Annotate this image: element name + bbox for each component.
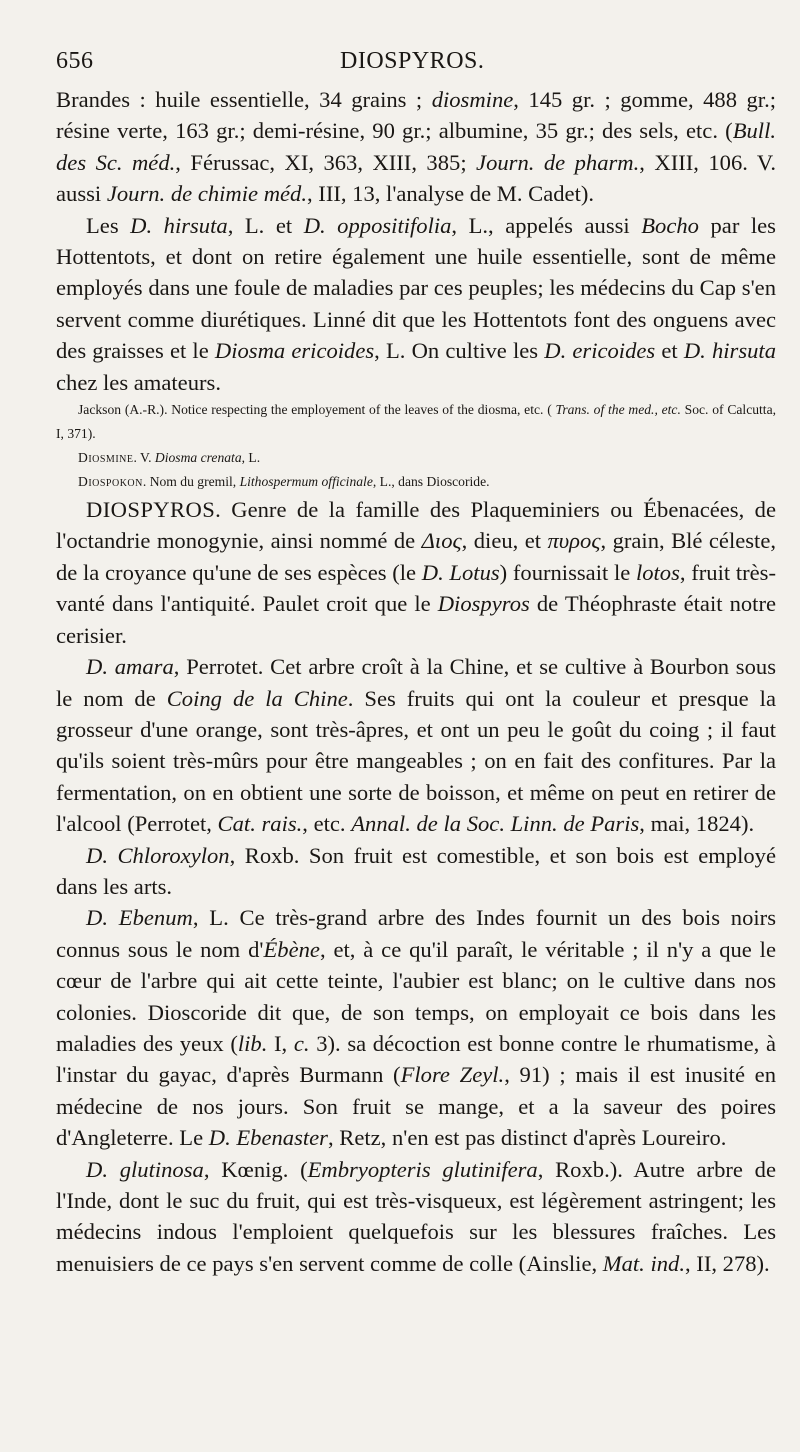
text-run: Brandes : huile essentielle, 34 grains ; — [56, 87, 432, 112]
text-run: . Nom du gremil, — [142, 474, 240, 490]
text-run: , 145 gr. ; gomme, 488 gr.; résine verte, 163 gr.; demi-résine, 90 gr.; albumine, 35 gr.; des sels, etc. ( — [56, 87, 776, 144]
text-run: par les Hottentots, et dont on retire également une huile essentielle, sont de même employés dans une foule de maladies par ces peuples; les médecins du Cap s'en servent comme diurétiques. Linné dit que les Hottentots font des onguens avec des graisses et le — [56, 212, 776, 364]
italic-run: D. ericoides — [544, 338, 656, 364]
text-run: , et, à ce qu'il paraît, le véritable ; il n'y a que le cœur de l'arbre qui ait cette teinte, l'aubier est blanc; on le cultive dans nos colonies. Dioscoride dit que, de son temps, on employait ce bois dans les maladies des yeux ( — [56, 936, 776, 1056]
italic-run: D. hirsuta — [683, 338, 776, 364]
italic-run: Diosma ericoides — [214, 338, 375, 364]
italic-run: D. Chloroxylon — [86, 842, 230, 868]
text-run: . Ses fruits qui ont la couleur et presque la grosseur d'une orange, sont très-âpres, et ont un peu le goût du coing ; il faut qu'ils soient très-mûrs pour être mangeables ; on en fait des confitures. Par la fermentation, on en obtient une sorte de boisson, et même on peut en retirer de l'alcool (Perrotet, — [56, 685, 776, 837]
text-run: , Roxb. Son fruit est comestible, et son bois est employé dans les arts. — [56, 842, 776, 899]
text-run: , Roxb.). Autre arbre de l'Inde, dont le suc du fruit, qui est très-visqueux, est légèrement astringent; les médecins indous l'emploient quelquefois sur les blessures fraîches. Les menuisiers de ce pays s'en servent comme de colle (Ainslie, — [56, 1156, 776, 1276]
italic-run: Mat. ind. — [602, 1250, 685, 1276]
italic-run: Annal. de la Soc. Linn. de Paris — [351, 811, 640, 837]
text-run: , grain, Blé céleste, de la croyance qu'une de ses espèces (le — [56, 528, 776, 585]
italic-run: Diospyros — [437, 591, 530, 617]
italic-run: diosmine — [431, 87, 514, 112]
italic-run: Journ. de chimie méd. — [106, 181, 307, 207]
paragraph-brandes — [56, 84, 776, 210]
text-run: et — [655, 338, 684, 364]
text-run: ) fournissait le — [499, 559, 636, 585]
note-diosmine — [56, 446, 776, 470]
text-run: I, — [267, 1030, 294, 1056]
text-run: , III, 13, l'analyse de M. Cadet). — [307, 181, 595, 207]
italic-run: D. Lotus — [421, 559, 500, 585]
page-number: 656 — [56, 48, 94, 74]
main-text — [56, 84, 776, 1279]
italic-run: Bocho — [641, 212, 699, 238]
text-run: . Genre de la famille des Plaqueminiers ou Ébenacées, de l'octandrie monogynie, ainsi nommé de — [56, 497, 776, 554]
italic-run: Ébène — [263, 936, 320, 962]
text-run: , L., dans Dioscoride. — [372, 474, 490, 490]
text-run: , II, 278). — [685, 1250, 770, 1276]
entry-heading: DIOSPYROS — [86, 497, 216, 523]
text-run: , Férussac, XI, 363, XIII, 385; — [175, 149, 477, 175]
text-run: Jackson (A.-R.). Notice respecting the employement of the leaves of the diosma, etc. ( — [78, 402, 556, 418]
text-run: , Kœnig. ( — [203, 1156, 308, 1182]
italic-run: Coing de la Chine — [166, 685, 348, 711]
page-header — [56, 44, 776, 84]
italic-run: Diosma crenata — [154, 450, 242, 466]
entry-diospyros — [56, 494, 776, 651]
text-run: , mai, 1824). — [639, 811, 755, 837]
italic-run: Bull. des Sc. méd. — [56, 118, 776, 175]
italic-run: Journ. de pharm. — [476, 149, 640, 175]
italic-run: D. hirsuta — [130, 212, 228, 238]
italic-run: c. — [293, 1030, 310, 1056]
notes-block — [56, 398, 776, 494]
text-run: Soc. of Calcutta, I, 371). — [56, 402, 777, 442]
italic-run: Flore Zeyl. — [400, 1062, 505, 1088]
note-jackson — [56, 398, 776, 446]
text-run: Les — [86, 212, 131, 238]
italic-run: D. Ebenum — [86, 905, 193, 931]
text-run: , L. et — [227, 212, 304, 238]
text-run: , L., appelés aussi — [451, 212, 642, 238]
italic-run: Trans. of the med., etc. — [555, 402, 681, 418]
paragraph-ebenum — [56, 902, 776, 1153]
italic-run: lotos — [635, 559, 680, 585]
italic-run: lib. — [237, 1030, 268, 1056]
entry-term: Diosmine — [78, 450, 134, 466]
text-run: , L. — [241, 450, 261, 466]
running-title: DIOSPYROS. — [340, 48, 485, 74]
italic-run: D. Ebenaster — [208, 1125, 328, 1151]
note-diospokon — [56, 470, 776, 494]
text-run: , fruit très-vanté dans l'antiquité. Paulet croit que le — [56, 559, 776, 617]
paragraph-chloroxylon — [56, 840, 776, 903]
text-run: , L. On cultive les — [374, 338, 545, 364]
paragraph-hirsuta — [56, 210, 776, 398]
text-run: , dieu, et — [461, 528, 548, 554]
text-run: chez les amateurs. — [56, 369, 221, 395]
text-run: , etc. — [302, 811, 352, 837]
italic-run: D. oppositifolia — [303, 212, 452, 238]
italic-run: Embryopteris glutinifera — [307, 1156, 538, 1182]
greek-run: Διος — [421, 528, 462, 554]
text-run: , 91) ; mais il est inusité en médecine de nos jours. Son fruit se mange, et a la saveur des poires d'Angleterre. Le — [56, 1062, 777, 1151]
italic-run: Cat. rais. — [217, 811, 303, 837]
text-run: 3). sa décoction est bonne contre le rhumatisme, à l'instar du gayac, d'après Burmann ( — [56, 1030, 776, 1088]
text-run: , Retz, n'en est pas distinct d'après Loureiro. — [327, 1125, 727, 1151]
greek-run: πυρος — [547, 528, 601, 554]
italic-run: Lithospermum officinale — [239, 474, 373, 490]
entry-term: Diospokon — [78, 474, 143, 490]
text-run: . V. — [133, 450, 155, 466]
paragraph-glutinosa — [56, 1154, 776, 1280]
text-run: , Perrotet. Cet arbre croît à la Chine, et se cultive à Bourbon sous le nom de — [56, 654, 776, 711]
text-run: de Théophraste était notre cerisier. — [56, 591, 776, 648]
text-run: , L. Ce très-grand arbre des Indes fournit un des bois noirs connus sous le nom d' — [56, 905, 776, 962]
paragraph-amara — [56, 651, 776, 839]
italic-run: D. amara — [86, 654, 174, 680]
italic-run: D. glutinosa — [86, 1156, 204, 1182]
text-run: , XIII, 106. V. aussi — [56, 149, 776, 207]
